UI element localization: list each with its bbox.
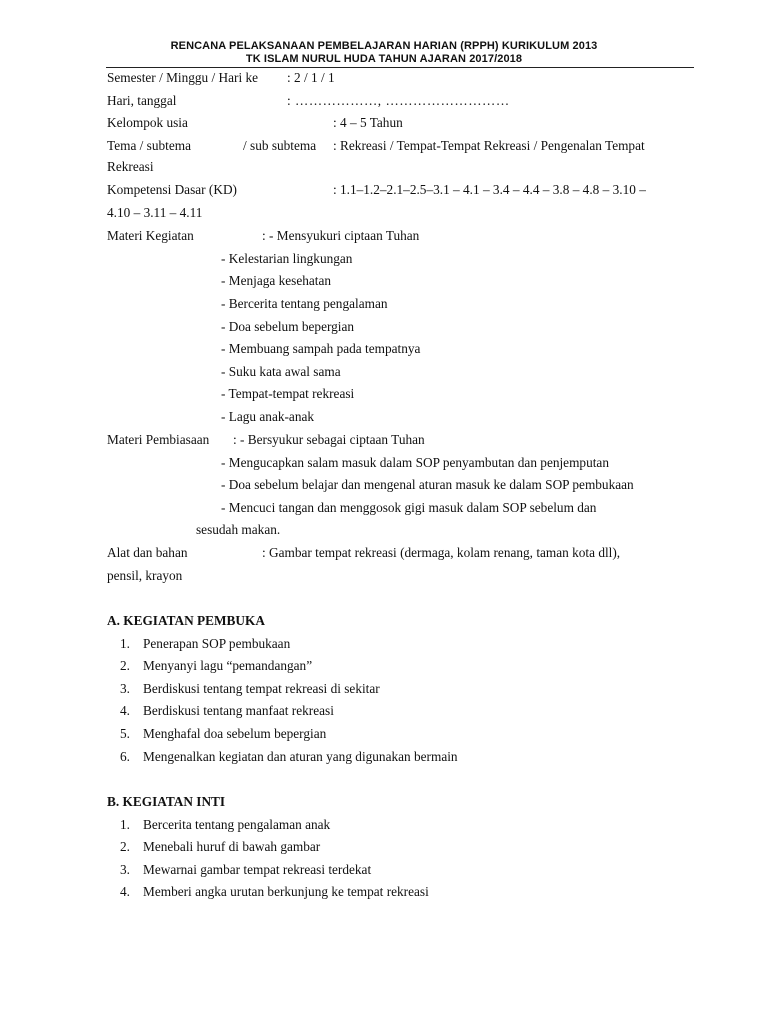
materi-pembiasaan-item: - Mengucapkan salam masuk dalam SOP penyambutan dan penjemputan	[221, 455, 609, 470]
section-a-heading: A. KEGIATAN PEMBUKA	[107, 613, 265, 628]
materi-kegiatan-item: - Lagu anak-anak	[221, 409, 315, 424]
section-b-number: 2.	[120, 839, 130, 854]
semester-value: : 2 / 1 / 1	[287, 70, 335, 85]
materi-kegiatan-item: - Doa sebelum bepergian	[221, 319, 355, 334]
alat-value: : Gambar tempat rekreasi (dermaga, kolam renang, taman kota dll),	[262, 545, 621, 560]
section-a-number: 2.	[120, 658, 130, 673]
materi-pembiasaan-item: - Mencuci tangan dan menggosok gigi masuk dalam SOP sebelum dan	[221, 500, 597, 515]
section-b-item: Bercerita tentang pengalaman anak	[143, 817, 331, 832]
kd-continuation: 4.10 – 3.11 – 4.11	[107, 205, 203, 220]
materi-kegiatan-item: - Kelestarian lingkungan	[221, 251, 353, 266]
kelompok-value: : 4 – 5 Tahun	[333, 115, 403, 130]
materi-kegiatan-item: - Tempat-tempat rekreasi	[221, 386, 355, 401]
semester-label: Semester / Minggu / Hari ke	[107, 70, 259, 85]
header-rule	[106, 67, 694, 68]
section-b-number: 4.	[120, 884, 130, 899]
section-a-item: Menghafal doa sebelum bepergian	[143, 726, 327, 741]
materi-kegiatan-first: : - Mensyukuri ciptaan Tuhan	[262, 228, 420, 243]
materi-pembiasaan-continuation: sesudah makan.	[196, 522, 281, 537]
section-a-number: 6.	[120, 749, 130, 764]
hari-value: : ………………, ………………………	[287, 93, 510, 108]
document-title-line-1: RENCANA PELAKSANAAN PEMBELAJARAN HARIAN (RPPH) KURIKULUM 2013	[170, 40, 598, 52]
section-a-item: Berdiskusi tentang manfaat rekreasi	[143, 703, 334, 718]
tema-label-2: / sub subtema	[243, 138, 317, 153]
section-a-number: 4.	[120, 703, 130, 718]
tema-continuation: Rekreasi	[107, 159, 154, 174]
section-b-item: Menebali huruf di bawah gambar	[143, 839, 321, 854]
kd-value: : 1.1–1.2–2.1–2.5–3.1 – 4.1 – 3.4 – 4.4 – 3.8 – 4.8 – 3.10 –	[333, 182, 646, 197]
kelompok-label: Kelompok usia	[107, 115, 188, 130]
materi-kegiatan-item: - Menjaga kesehatan	[221, 273, 332, 288]
materi-kegiatan-item: - Membuang sampah pada tempatnya	[221, 341, 421, 356]
document-title-line-2: TK ISLAM NURUL HUDA TAHUN AJARAN 2017/2018	[245, 53, 523, 65]
section-a-number: 5.	[120, 726, 130, 741]
section-b-item: Memberi angka urutan berkunjung ke tempat rekreasi	[143, 884, 429, 899]
section-a-item: Menyanyi lagu “pemandangan”	[143, 658, 313, 673]
alat-continuation: pensil, krayon	[107, 568, 183, 583]
hari-label: Hari, tanggal	[107, 93, 177, 108]
section-a-item: Penerapan SOP pembukaan	[143, 636, 291, 651]
section-a-number: 3.	[120, 681, 130, 696]
section-a-number: 1.	[120, 636, 130, 651]
materi-kegiatan-label: Materi Kegiatan	[107, 228, 194, 243]
kd-label: Kompetensi Dasar (KD)	[107, 182, 237, 197]
materi-pembiasaan-item: - Doa sebelum belajar dan mengenal aturan masuk ke dalam SOP pembukaan	[221, 477, 634, 492]
section-b-item: Mewarnai gambar tempat rekreasi terdekat	[143, 862, 372, 877]
section-b-heading: B. KEGIATAN INTI	[107, 794, 226, 809]
section-b-number: 1.	[120, 817, 130, 832]
alat-label: Alat dan bahan	[107, 545, 188, 560]
section-a-item: Berdiskusi tentang tempat rekreasi di sekitar	[143, 681, 380, 696]
materi-pembiasaan-label: Materi Pembiasaan	[107, 432, 210, 447]
tema-label: Tema / subtema	[107, 138, 191, 153]
section-b-number: 3.	[120, 862, 130, 877]
section-a-item: Mengenalkan kegiatan dan aturan yang digunakan bermain	[143, 749, 458, 764]
materi-kegiatan-item: - Suku kata awal sama	[221, 364, 341, 379]
tema-value: : Rekreasi / Tempat-Tempat Rekreasi / Pengenalan Tempat	[333, 138, 645, 153]
materi-kegiatan-item: - Bercerita tentang pengalaman	[221, 296, 388, 311]
materi-pembiasaan-first: : - Bersyukur sebagai ciptaan Tuhan	[233, 432, 425, 447]
